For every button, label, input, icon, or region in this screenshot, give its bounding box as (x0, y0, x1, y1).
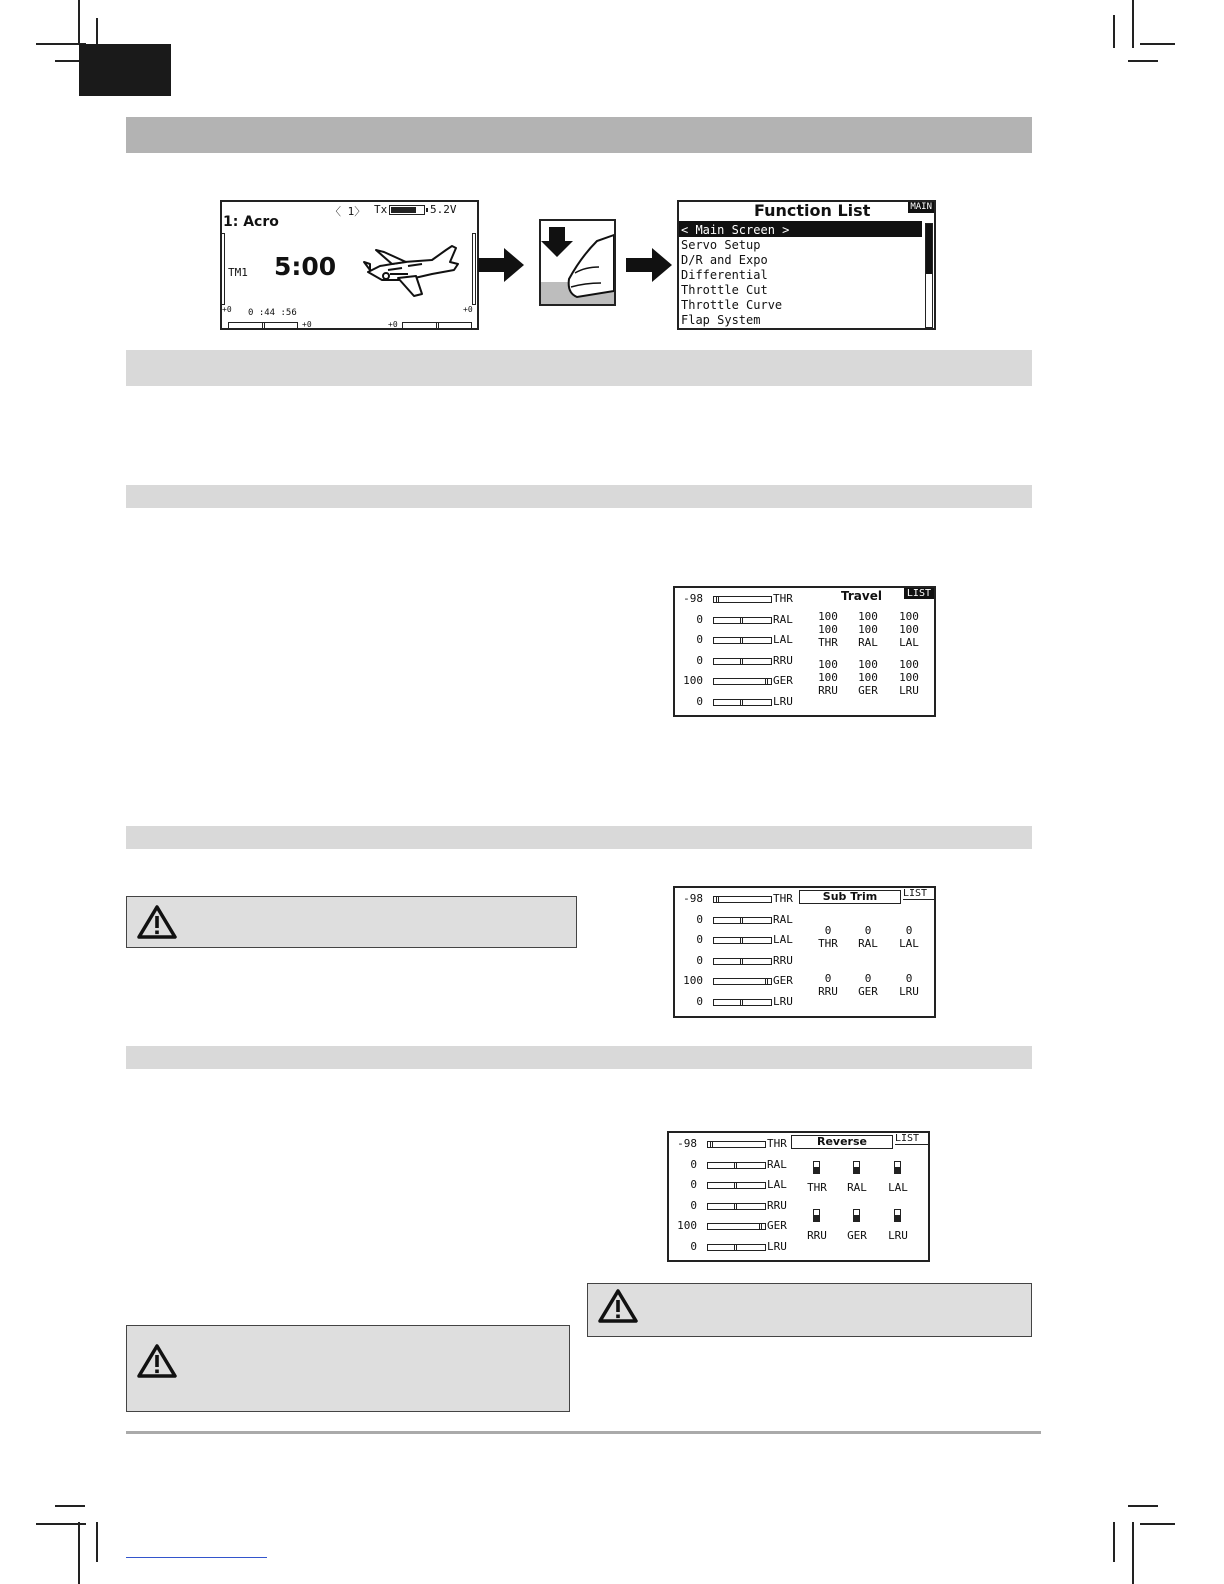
channel-label: LAL (773, 633, 793, 646)
channel-label: RAL (767, 1157, 787, 1171)
travel-channel-label: RAL (858, 636, 878, 649)
travel-value[interactable]: 100 (818, 623, 838, 636)
travel-channel-label: THR (818, 636, 838, 649)
travel-channel-label: RRU (818, 684, 838, 697)
channel-position-indicator (765, 978, 768, 985)
travel-channel-label: GER (858, 684, 878, 697)
footer-rule (126, 1431, 1041, 1434)
channel-label: GER (773, 974, 793, 987)
subtrim-value[interactable]: 0 (905, 972, 913, 985)
channel-value: 0 (690, 1239, 697, 1253)
channel-label: RRU (767, 1198, 787, 1212)
travel-display (673, 586, 936, 717)
channel-position-bar (707, 1203, 766, 1210)
reverse-switch[interactable] (853, 1209, 860, 1222)
section-bar (126, 485, 1032, 508)
channel-position-bar (713, 937, 772, 944)
travel-value[interactable]: 100 (858, 671, 878, 684)
channel-label: LAL (773, 933, 793, 946)
trim-mark: +0 (222, 305, 232, 314)
travel-channel-label: LAL (899, 636, 919, 649)
channel-label: THR (773, 892, 793, 905)
travel-value[interactable]: 100 (818, 671, 838, 684)
channel-position-indicator (740, 999, 743, 1006)
channel-position-indicator (740, 637, 743, 644)
crop-mark (1140, 1523, 1175, 1525)
reverse-channel-label: LAL (888, 1181, 908, 1194)
crop-mark (36, 1523, 86, 1525)
channel-value: 0 (696, 933, 703, 946)
travel-value[interactable]: 100 (899, 610, 919, 623)
channel-value: 100 (683, 974, 703, 987)
section-bar (126, 350, 1032, 386)
subtrim-channel-label: RRU (818, 985, 838, 998)
channel-position-bar (713, 658, 772, 665)
channel-position-indicator (734, 1203, 737, 1210)
channel-position-bar (713, 896, 772, 903)
subtrim-channel-label: THR (818, 937, 838, 950)
subtrim-channel-label: RAL (858, 937, 878, 950)
subtrim-value[interactable]: 0 (864, 924, 872, 937)
warning-triangle-icon (598, 1289, 638, 1323)
travel-value[interactable]: 100 (858, 610, 878, 623)
subtrim-channel-label: LRU (899, 985, 919, 998)
channel-position-bar (713, 678, 772, 685)
subtrim-display (673, 886, 936, 1018)
menu-item-differential[interactable]: Differential (681, 268, 768, 282)
channel-position-indicator (740, 917, 743, 924)
channel-value: 0 (696, 912, 703, 926)
channel-position-bar (713, 917, 772, 924)
trim-bar-bottom-right (402, 322, 472, 329)
channel-label: RAL (773, 612, 793, 626)
channel-position-indicator (734, 1162, 737, 1169)
function-list-title: Function List (754, 201, 871, 220)
subtrim-value[interactable]: 0 (864, 972, 872, 985)
airplane-icon (362, 240, 462, 298)
menu-item-throttle-cut[interactable]: Throttle Cut (681, 283, 768, 297)
crop-mark (1128, 60, 1158, 62)
channel-position-indicator (734, 1244, 737, 1251)
reverse-display (667, 1131, 930, 1262)
subtrim-title: Sub Trim (799, 890, 901, 904)
channel-position-indicator (740, 658, 743, 665)
channel-position-bar (713, 617, 772, 624)
channel-position-bar (707, 1182, 766, 1189)
channel-position-bar (713, 958, 772, 965)
channel-position-indicator (765, 678, 768, 685)
channel-label: RRU (773, 953, 793, 967)
menu-item-main-screen[interactable]: < Main Screen > (681, 223, 790, 237)
reverse-switch[interactable] (813, 1209, 820, 1222)
crop-mark (55, 1505, 85, 1507)
travel-value[interactable]: 100 (899, 658, 919, 671)
channel-value: 0 (696, 953, 703, 967)
reverse-switch[interactable] (853, 1161, 860, 1174)
channel-value: -98 (683, 892, 703, 905)
channel-label: LRU (773, 994, 793, 1008)
list-badge[interactable]: LIST (895, 1133, 928, 1145)
channel-position-bar (707, 1223, 766, 1230)
channel-value: 0 (696, 694, 703, 708)
travel-channel-label: LRU (899, 684, 919, 697)
channel-position-bar (713, 596, 772, 603)
menu-item-throttle-curve[interactable]: Throttle Curve (681, 298, 783, 312)
channel-position-indicator (710, 1141, 713, 1148)
subtrim-value[interactable]: 0 (905, 924, 913, 937)
function-list-display (677, 200, 936, 330)
channel-position-indicator (740, 958, 743, 965)
tx-label: Tx (374, 203, 388, 216)
channel-position-indicator (716, 596, 719, 603)
channel-label: LRU (773, 694, 793, 708)
channel-value: -98 (677, 1137, 697, 1150)
reverse-switch[interactable] (894, 1209, 901, 1222)
timer-label: TM1 (228, 266, 248, 279)
trim-bar-left (221, 233, 225, 305)
section-bar (126, 1046, 1032, 1069)
channel-position-bar (713, 999, 772, 1006)
scrollbar[interactable] (925, 223, 933, 328)
channel-position-bar (713, 699, 772, 706)
channel-value: -98 (683, 592, 703, 605)
voltage-readout: 5.2V (430, 203, 457, 216)
arrow-right-icon (478, 248, 524, 282)
main-badge: MAIN (910, 202, 932, 212)
travel-value[interactable]: 100 (858, 623, 878, 636)
subtrim-value[interactable]: 0 (824, 924, 832, 937)
menu-item-dr-expo[interactable]: D/R and Expo (681, 253, 768, 267)
trim-mark: +0 (302, 320, 312, 329)
page-header-bar (126, 117, 1032, 153)
menu-item-flap-system[interactable]: Flap System (681, 313, 761, 327)
crop-mark (1140, 43, 1175, 45)
channel-value: 0 (696, 633, 703, 646)
travel-value[interactable]: 100 (818, 610, 838, 623)
channel-position-indicator (740, 617, 743, 624)
channel-label: LRU (767, 1239, 787, 1253)
page-tab (79, 44, 171, 96)
model-arrows: 〈 1〉 (330, 205, 366, 218)
channel-position-indicator (734, 1182, 737, 1189)
reverse-channel-label: THR (807, 1181, 827, 1194)
subtrim-channel-label: LAL (899, 937, 919, 950)
channel-label: LAL (767, 1178, 787, 1191)
channel-position-indicator (759, 1223, 762, 1230)
battery-icon (389, 205, 425, 215)
channel-position-bar (707, 1162, 766, 1169)
channel-position-bar (707, 1141, 766, 1148)
channel-position-bar (713, 637, 772, 644)
channel-value: 0 (690, 1198, 697, 1212)
travel-value[interactable]: 100 (899, 671, 919, 684)
press-roller-icon (539, 219, 616, 306)
channel-position-bar (713, 978, 772, 985)
elapsed-time: 0 :44 :56 (248, 308, 297, 318)
crop-mark (1113, 15, 1115, 48)
channel-value: 100 (683, 674, 703, 687)
channel-position-indicator (716, 896, 719, 903)
warning-box (126, 1325, 570, 1412)
main-screen-display (220, 200, 479, 330)
reverse-switch[interactable] (894, 1161, 901, 1174)
crop-mark (1128, 1505, 1158, 1507)
travel-title: Travel (841, 589, 882, 603)
crop-mark (78, 0, 80, 45)
subtrim-value[interactable]: 0 (824, 972, 832, 985)
arrow-right-icon (626, 248, 672, 282)
trim-mark: +0 (463, 305, 473, 314)
travel-value[interactable]: 100 (858, 658, 878, 671)
list-badge[interactable]: LIST (903, 888, 934, 900)
trim-mark: +0 (388, 320, 398, 329)
channel-position-indicator (740, 937, 743, 944)
channel-label: RRU (773, 653, 793, 667)
warning-box (587, 1283, 1032, 1337)
channel-value: 0 (696, 612, 703, 626)
channel-label: THR (773, 592, 793, 605)
channel-label: RAL (773, 912, 793, 926)
channel-value: 0 (696, 994, 703, 1008)
reverse-switch[interactable] (813, 1161, 820, 1174)
crop-mark (78, 1522, 80, 1584)
footer-link[interactable] (126, 1557, 267, 1558)
menu-item-servo-setup[interactable]: Servo Setup (681, 238, 761, 252)
crop-mark (1132, 1522, 1134, 1584)
section-bar (126, 826, 1032, 849)
channel-value: 0 (696, 653, 703, 667)
channel-label: GER (767, 1219, 787, 1232)
channel-label: GER (773, 674, 793, 687)
timer-value: 5:00 (274, 252, 337, 281)
crop-mark (1113, 1522, 1115, 1562)
channel-position-indicator (740, 699, 743, 706)
subtrim-channel-label: GER (858, 985, 878, 998)
list-badge[interactable]: LIST (904, 588, 934, 599)
trim-bar-bottom-left (228, 322, 298, 329)
warning-triangle-icon (137, 905, 177, 939)
channel-value: 0 (690, 1178, 697, 1191)
model-name: 1: Acro (223, 214, 279, 230)
travel-value[interactable]: 100 (899, 623, 919, 636)
crop-mark (1132, 0, 1134, 48)
crop-mark (96, 1522, 98, 1562)
warning-box (126, 896, 577, 948)
reverse-channel-label: GER (847, 1229, 867, 1242)
channel-value: 100 (677, 1219, 697, 1232)
trim-bar-right (472, 233, 476, 305)
reverse-channel-label: RRU (807, 1229, 827, 1242)
channel-value: 0 (690, 1157, 697, 1171)
reverse-channel-label: RAL (847, 1181, 867, 1194)
reverse-channel-label: LRU (888, 1229, 908, 1242)
warning-triangle-icon (137, 1344, 177, 1378)
travel-value[interactable]: 100 (818, 658, 838, 671)
reverse-title: Reverse (791, 1135, 893, 1149)
scrollbar-thumb[interactable] (926, 224, 932, 274)
channel-position-bar (707, 1244, 766, 1251)
channel-label: THR (767, 1137, 787, 1150)
